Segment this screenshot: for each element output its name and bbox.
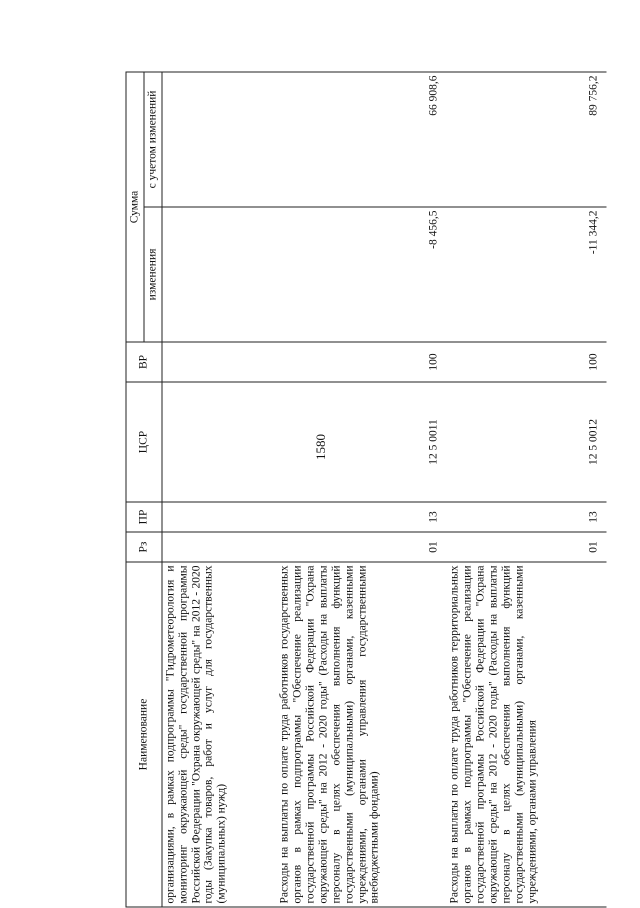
row-csr: 12 5 0011 — [277, 382, 447, 502]
budget-table — [126, 71, 607, 907]
row-csr: 12 5 0012 — [447, 382, 607, 502]
table-row — [162, 72, 277, 907]
row-change: -8 456,5 — [277, 207, 447, 342]
header-name: Наименование — [126, 562, 162, 907]
row-vr: 100 — [447, 342, 607, 382]
table-row — [447, 72, 607, 907]
row-pr — [162, 502, 277, 532]
row-pr: 13 — [447, 502, 607, 532]
header-change: изменения — [144, 207, 162, 342]
page-number: 1580 — [313, 434, 328, 460]
row-name: Расходы на выплаты по оплате труда работников государственных органов в рамках подпрограммы "Обеспечение реализации государственной программы Российской Федерации "Охрана окружающей среды" на 2012 - 2020 годы" (Расходы на выплаты персоналу в целях обеспечения выполнения функций государственными (муниципальными) органами, казенными учреждениями, органами управления государственными внебюджетными фондами) — [277, 562, 447, 907]
header-sum: Сумма — [126, 72, 144, 342]
header-csr: ЦСР — [126, 382, 162, 502]
row-rz — [162, 532, 277, 562]
header-pr: ПР — [126, 502, 162, 532]
row-total: 89 756,2 — [447, 72, 607, 207]
row-total — [162, 72, 277, 207]
header-with-changes: с учетом изменений — [144, 72, 162, 207]
row-name: организациями, в рамках подпрограммы "Гидрометеорология и мониторинг окружающей среды" государственной программы Российской Федерации "Охрана окружающей среды" на 2012 - 2020 годы (Закупка товаров, работ и услуг для государственных (муниципальных) нужд) — [162, 562, 277, 907]
header-vr: ВР — [126, 342, 162, 382]
row-vr: 100 — [277, 342, 447, 382]
row-change: -11 344,2 — [447, 207, 607, 342]
header-rz: Рз — [126, 532, 162, 562]
table-row — [277, 72, 447, 907]
row-change — [162, 207, 277, 342]
row-pr: 13 — [277, 502, 447, 532]
row-csr — [162, 382, 277, 502]
row-rz: 01 — [447, 532, 607, 562]
row-total: 66 908,6 — [277, 72, 447, 207]
row-vr — [162, 342, 277, 382]
row-name: Расходы на выплаты по оплате труда работников территориальных органов в рамках подпрограммы "Обеспечение реализации государственной программы Российской Федерации "Охрана окружающей среды" на 2012 - 2020 годы" (Расходы на выплаты персоналу в целях обеспечения выполнения функций государственными (муниципальными) органами, казенными учреждениями, органами управления — [447, 562, 607, 907]
rotated-page — [126, 73, 636, 908]
row-rz: 01 — [277, 532, 447, 562]
